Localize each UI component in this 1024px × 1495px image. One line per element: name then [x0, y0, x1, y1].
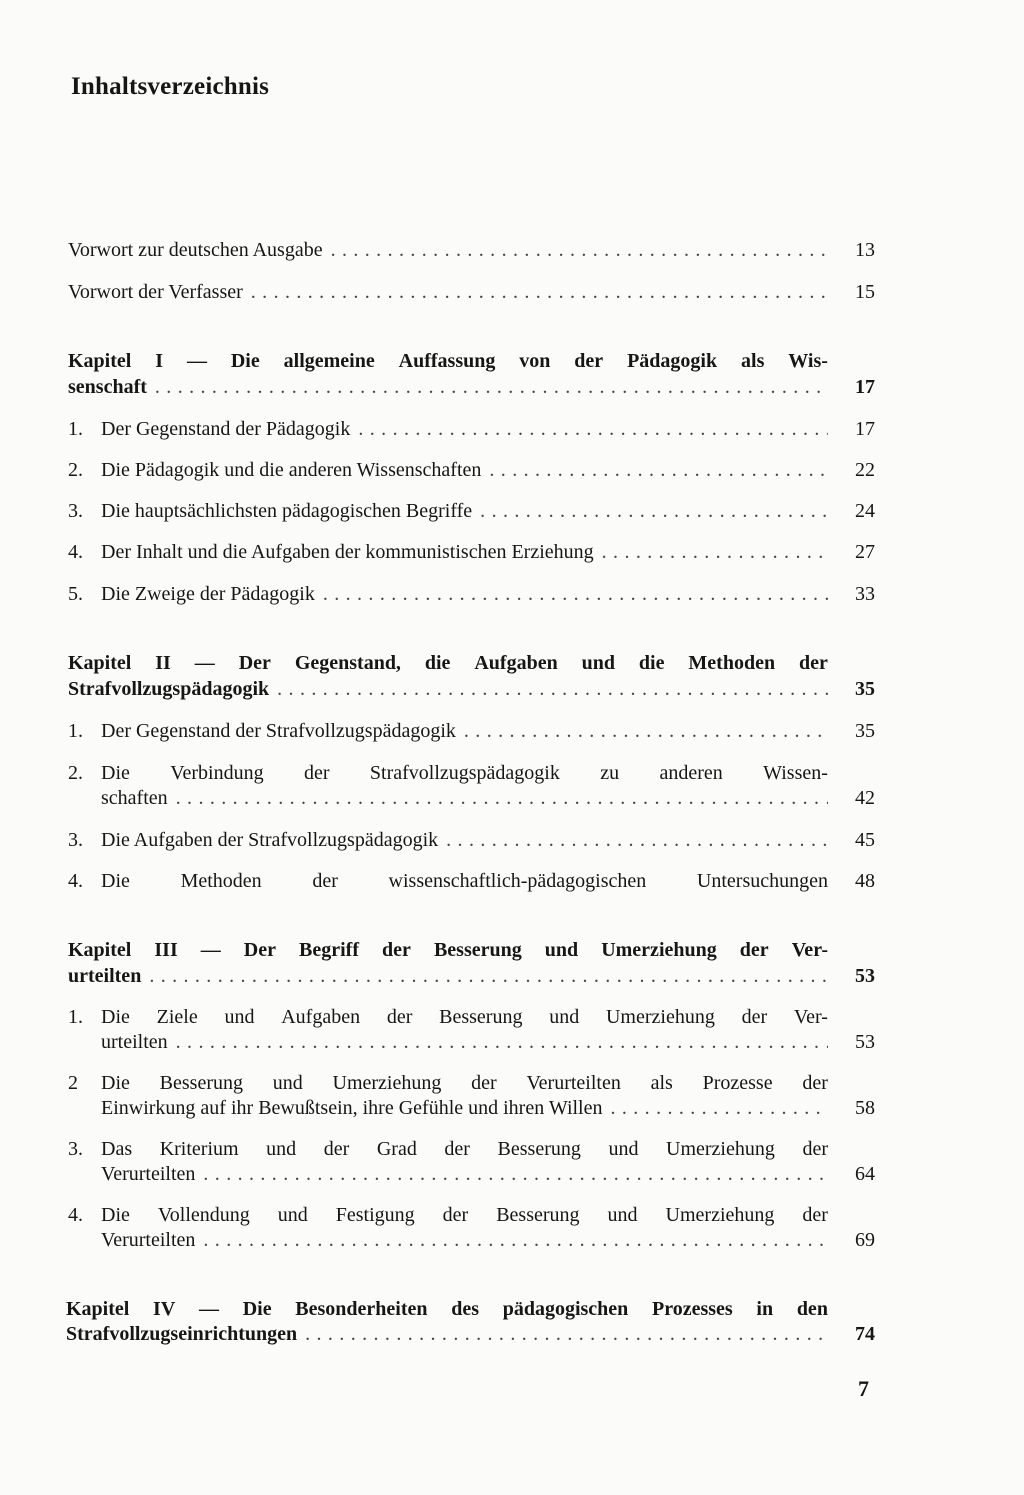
- word: Festigung: [335, 1204, 415, 1226]
- word: Die: [242, 1298, 272, 1320]
- word: des: [451, 1298, 479, 1320]
- entry-title: Vorwort der Verfasser: [68, 281, 243, 303]
- section-number: 2.: [68, 459, 83, 481]
- word: der: [802, 1138, 828, 1160]
- word: und: [581, 652, 615, 674]
- word: der: [574, 350, 604, 372]
- word: von: [519, 350, 551, 372]
- word: Auffassung: [398, 350, 496, 372]
- entry-title: Strafvollzugseinrichtungen: [66, 1323, 298, 1345]
- page-number: 58: [855, 1097, 875, 1119]
- word: Die: [101, 1204, 130, 1226]
- word: Umerziehung: [332, 1072, 442, 1094]
- word: Begriff: [299, 939, 360, 961]
- word: Kriterium: [159, 1138, 239, 1160]
- word: und: [544, 939, 579, 961]
- section-number: 2.: [68, 762, 83, 784]
- chapter-heading: [66, 1295, 828, 1323]
- chapter-heading-cont: [68, 962, 828, 990]
- entry-title: urteilten: [68, 965, 142, 987]
- leader-dots: [155, 373, 828, 401]
- leader-dots: [203, 1226, 828, 1254]
- entry-title: Die Zweige der Pädagogik: [101, 583, 315, 605]
- word: Ver-: [791, 939, 828, 961]
- leader-dots: [203, 1160, 828, 1188]
- word: Besserung: [496, 1204, 580, 1226]
- toc-entry: [101, 717, 828, 745]
- word: der: [802, 1072, 828, 1094]
- entry-title: Die Aufgaben der Strafvollzugspädagogik: [101, 829, 439, 851]
- word: in: [756, 1298, 774, 1320]
- page-number: 45: [855, 829, 875, 851]
- toc-entry: [101, 1003, 828, 1031]
- page-number: 22: [855, 459, 875, 481]
- word: Grad: [376, 1138, 417, 1160]
- page-number: 53: [855, 1031, 875, 1053]
- leader-dots: [358, 415, 828, 443]
- page-number: 48: [855, 870, 875, 892]
- toc-entry-cont: [101, 1160, 828, 1188]
- leader-dots: [464, 717, 828, 745]
- page-number: 35: [855, 720, 875, 742]
- entry-title: Der Gegenstand der Pädagogik: [101, 418, 351, 440]
- leader-dots: [446, 826, 828, 854]
- word: Ver-: [793, 1006, 828, 1028]
- word: als: [741, 350, 765, 372]
- entry-title: urteilten: [101, 1031, 168, 1053]
- word: Die: [101, 1072, 130, 1094]
- chapter-heading: [68, 347, 828, 375]
- section-number: 2: [68, 1072, 78, 1094]
- page-number: 69: [855, 1229, 875, 1251]
- word: IV: [153, 1298, 176, 1320]
- word: der: [739, 939, 769, 961]
- word: der: [386, 1006, 413, 1028]
- page-number: 17: [855, 418, 875, 440]
- word: Der: [243, 939, 276, 961]
- section-number: 3.: [68, 1138, 83, 1160]
- toc-entry: [101, 1135, 828, 1163]
- toc-entry: [101, 497, 828, 525]
- word: Kapitel: [68, 939, 132, 961]
- section-number: 5.: [68, 583, 83, 605]
- entry-title: senschaft: [68, 376, 147, 398]
- toc-entry: [101, 1069, 828, 1097]
- section-number: 4.: [68, 870, 83, 892]
- entry-title: Verurteilten: [101, 1229, 196, 1251]
- word: der: [323, 1138, 350, 1160]
- leader-dots: [176, 784, 828, 812]
- word: Umerziehung: [601, 939, 717, 961]
- word: I: [155, 350, 164, 372]
- word: und: [549, 1006, 580, 1028]
- section-number: 4.: [68, 541, 83, 563]
- leader-dots: [251, 278, 828, 306]
- word: Besserung: [439, 1006, 523, 1028]
- word: Pädagogik: [627, 350, 718, 372]
- leader-dots: [305, 1320, 828, 1348]
- word: III: [154, 939, 178, 961]
- page-number: 24: [855, 500, 875, 522]
- section-number: 1.: [68, 720, 83, 742]
- word: Die: [101, 870, 130, 892]
- word: Verbindung: [170, 762, 264, 784]
- word: Umerziehung: [666, 1138, 775, 1160]
- word: der: [312, 870, 338, 892]
- word: den: [796, 1298, 828, 1320]
- word: Besserung: [433, 939, 522, 961]
- word: und: [224, 1006, 255, 1028]
- toc-entry-cont: [101, 1226, 828, 1254]
- word: zu: [600, 762, 620, 784]
- word: der: [802, 1204, 828, 1226]
- word: Kapitel: [68, 652, 132, 674]
- word: Die: [101, 1006, 130, 1028]
- word: Umerziehung: [605, 1006, 715, 1028]
- toc-entry-cont: [101, 1094, 828, 1122]
- page-number: 42: [855, 787, 875, 809]
- leader-dots: [489, 456, 828, 484]
- word: Verurteilten: [526, 1072, 621, 1094]
- entry-title: Vorwort zur deutschen Ausgabe: [68, 239, 323, 261]
- word: Die: [101, 762, 130, 784]
- word: anderen: [659, 762, 723, 784]
- word: Vollendung: [157, 1204, 250, 1226]
- folio-page-number: 7: [858, 1376, 869, 1401]
- word: die: [638, 652, 665, 674]
- toc-entry: [101, 580, 828, 608]
- word: der: [303, 762, 330, 784]
- word: und: [266, 1138, 297, 1160]
- section-number: 4.: [68, 1204, 83, 1226]
- word: II: [155, 652, 171, 674]
- toc-entry: [101, 867, 828, 895]
- chapter-heading: [68, 649, 828, 677]
- word: Kapitel: [68, 350, 132, 372]
- entry-title: Die hauptsächlichsten pädagogischen Begriffe: [101, 500, 473, 522]
- word: Gegenstand,: [294, 652, 401, 674]
- section-number: 1.: [68, 1006, 83, 1028]
- word: als: [650, 1072, 673, 1094]
- entry-title: Der Gegenstand der Strafvollzugspädagogik: [101, 720, 456, 742]
- toc-entry-cont: [101, 784, 828, 812]
- page-number: 33: [855, 583, 875, 605]
- toc-entry: [101, 415, 828, 443]
- toc-entry: [101, 759, 828, 787]
- page-title: Inhaltsverzeichnis: [71, 73, 270, 100]
- word: —: [186, 350, 207, 372]
- word: Wissen-: [763, 762, 828, 784]
- word: —: [198, 1298, 219, 1320]
- word: der: [442, 1204, 469, 1226]
- word: —: [200, 939, 221, 961]
- word: Methoden: [688, 652, 776, 674]
- entry-title: schaften: [101, 787, 168, 809]
- page-number: 15: [855, 281, 875, 303]
- word: der: [382, 939, 411, 961]
- word: Aufgaben: [474, 652, 558, 674]
- section-number: 3.: [68, 500, 83, 522]
- word: der: [799, 652, 828, 674]
- leader-dots: [610, 1094, 828, 1122]
- chapter-heading-cont: [66, 1320, 828, 1348]
- word: Untersuchungen: [696, 870, 828, 892]
- word: allgemeine: [283, 350, 375, 372]
- toc-entry: [101, 826, 828, 854]
- chapter-heading-cont: [68, 675, 828, 703]
- word: —: [194, 652, 215, 674]
- word: und: [608, 1138, 639, 1160]
- toc-entry: [68, 278, 828, 306]
- toc-entry: [68, 236, 828, 264]
- entry-title: Der Inhalt und die Aufgaben der kommunistischen Erziehung: [101, 541, 594, 563]
- word: Besonderheiten: [295, 1298, 428, 1320]
- toc-entry-cont: [101, 1028, 828, 1056]
- word: pädagogischen: [502, 1298, 629, 1320]
- word: Umerziehung: [665, 1204, 775, 1226]
- leader-dots: [176, 1028, 828, 1056]
- leader-dots: [480, 497, 828, 525]
- word: Besserung: [159, 1072, 243, 1094]
- word: wissenschaftlich-pädagogischen: [388, 870, 647, 892]
- page-number: 64: [855, 1163, 875, 1185]
- page-number: 13: [855, 239, 875, 261]
- section-number: 1.: [68, 418, 83, 440]
- word: Kapitel: [66, 1298, 130, 1320]
- word: Wis-: [788, 350, 828, 372]
- leader-dots: [149, 962, 828, 990]
- section-number: 3.: [68, 829, 83, 851]
- word: und: [607, 1204, 638, 1226]
- word: Ziele: [156, 1006, 198, 1028]
- word: Strafvollzugspädagogik: [369, 762, 560, 784]
- word: Prozesses: [652, 1298, 733, 1320]
- page-number: 17: [855, 376, 875, 398]
- word: der: [471, 1072, 497, 1094]
- chapter-heading-cont: [68, 373, 828, 401]
- page-number: 53: [855, 965, 875, 987]
- entry-title: Strafvollzugspädagogik: [68, 678, 270, 700]
- word: der: [444, 1138, 470, 1160]
- leader-dots: [277, 675, 828, 703]
- word: Das: [101, 1138, 133, 1160]
- page-number: 35: [855, 678, 875, 700]
- entry-title: Verurteilten: [101, 1163, 196, 1185]
- chapter-heading: [68, 936, 828, 964]
- word: Die: [230, 350, 260, 372]
- page-number: 74: [855, 1323, 875, 1345]
- word: Prozesse: [702, 1072, 773, 1094]
- entry-title: Die Pädagogik und die anderen Wissenschaften: [101, 459, 482, 481]
- word: der: [741, 1006, 768, 1028]
- leader-dots: [331, 236, 828, 264]
- toc-entry: [101, 1201, 828, 1229]
- word: und: [272, 1072, 303, 1094]
- toc-entry: [101, 456, 828, 484]
- leader-dots: [602, 538, 828, 566]
- word: Methoden: [180, 870, 262, 892]
- word: die: [424, 652, 451, 674]
- word: und: [277, 1204, 308, 1226]
- page-number: 27: [855, 541, 875, 563]
- word: Besserung: [497, 1138, 581, 1160]
- leader-dots: [323, 580, 828, 608]
- word: Aufgaben: [281, 1006, 361, 1028]
- toc-entry: [101, 538, 828, 566]
- word: Der: [238, 652, 271, 674]
- entry-title: Einwirkung auf ihr Bewußtsein, ihre Gefühle und ihren Willen: [101, 1097, 603, 1119]
